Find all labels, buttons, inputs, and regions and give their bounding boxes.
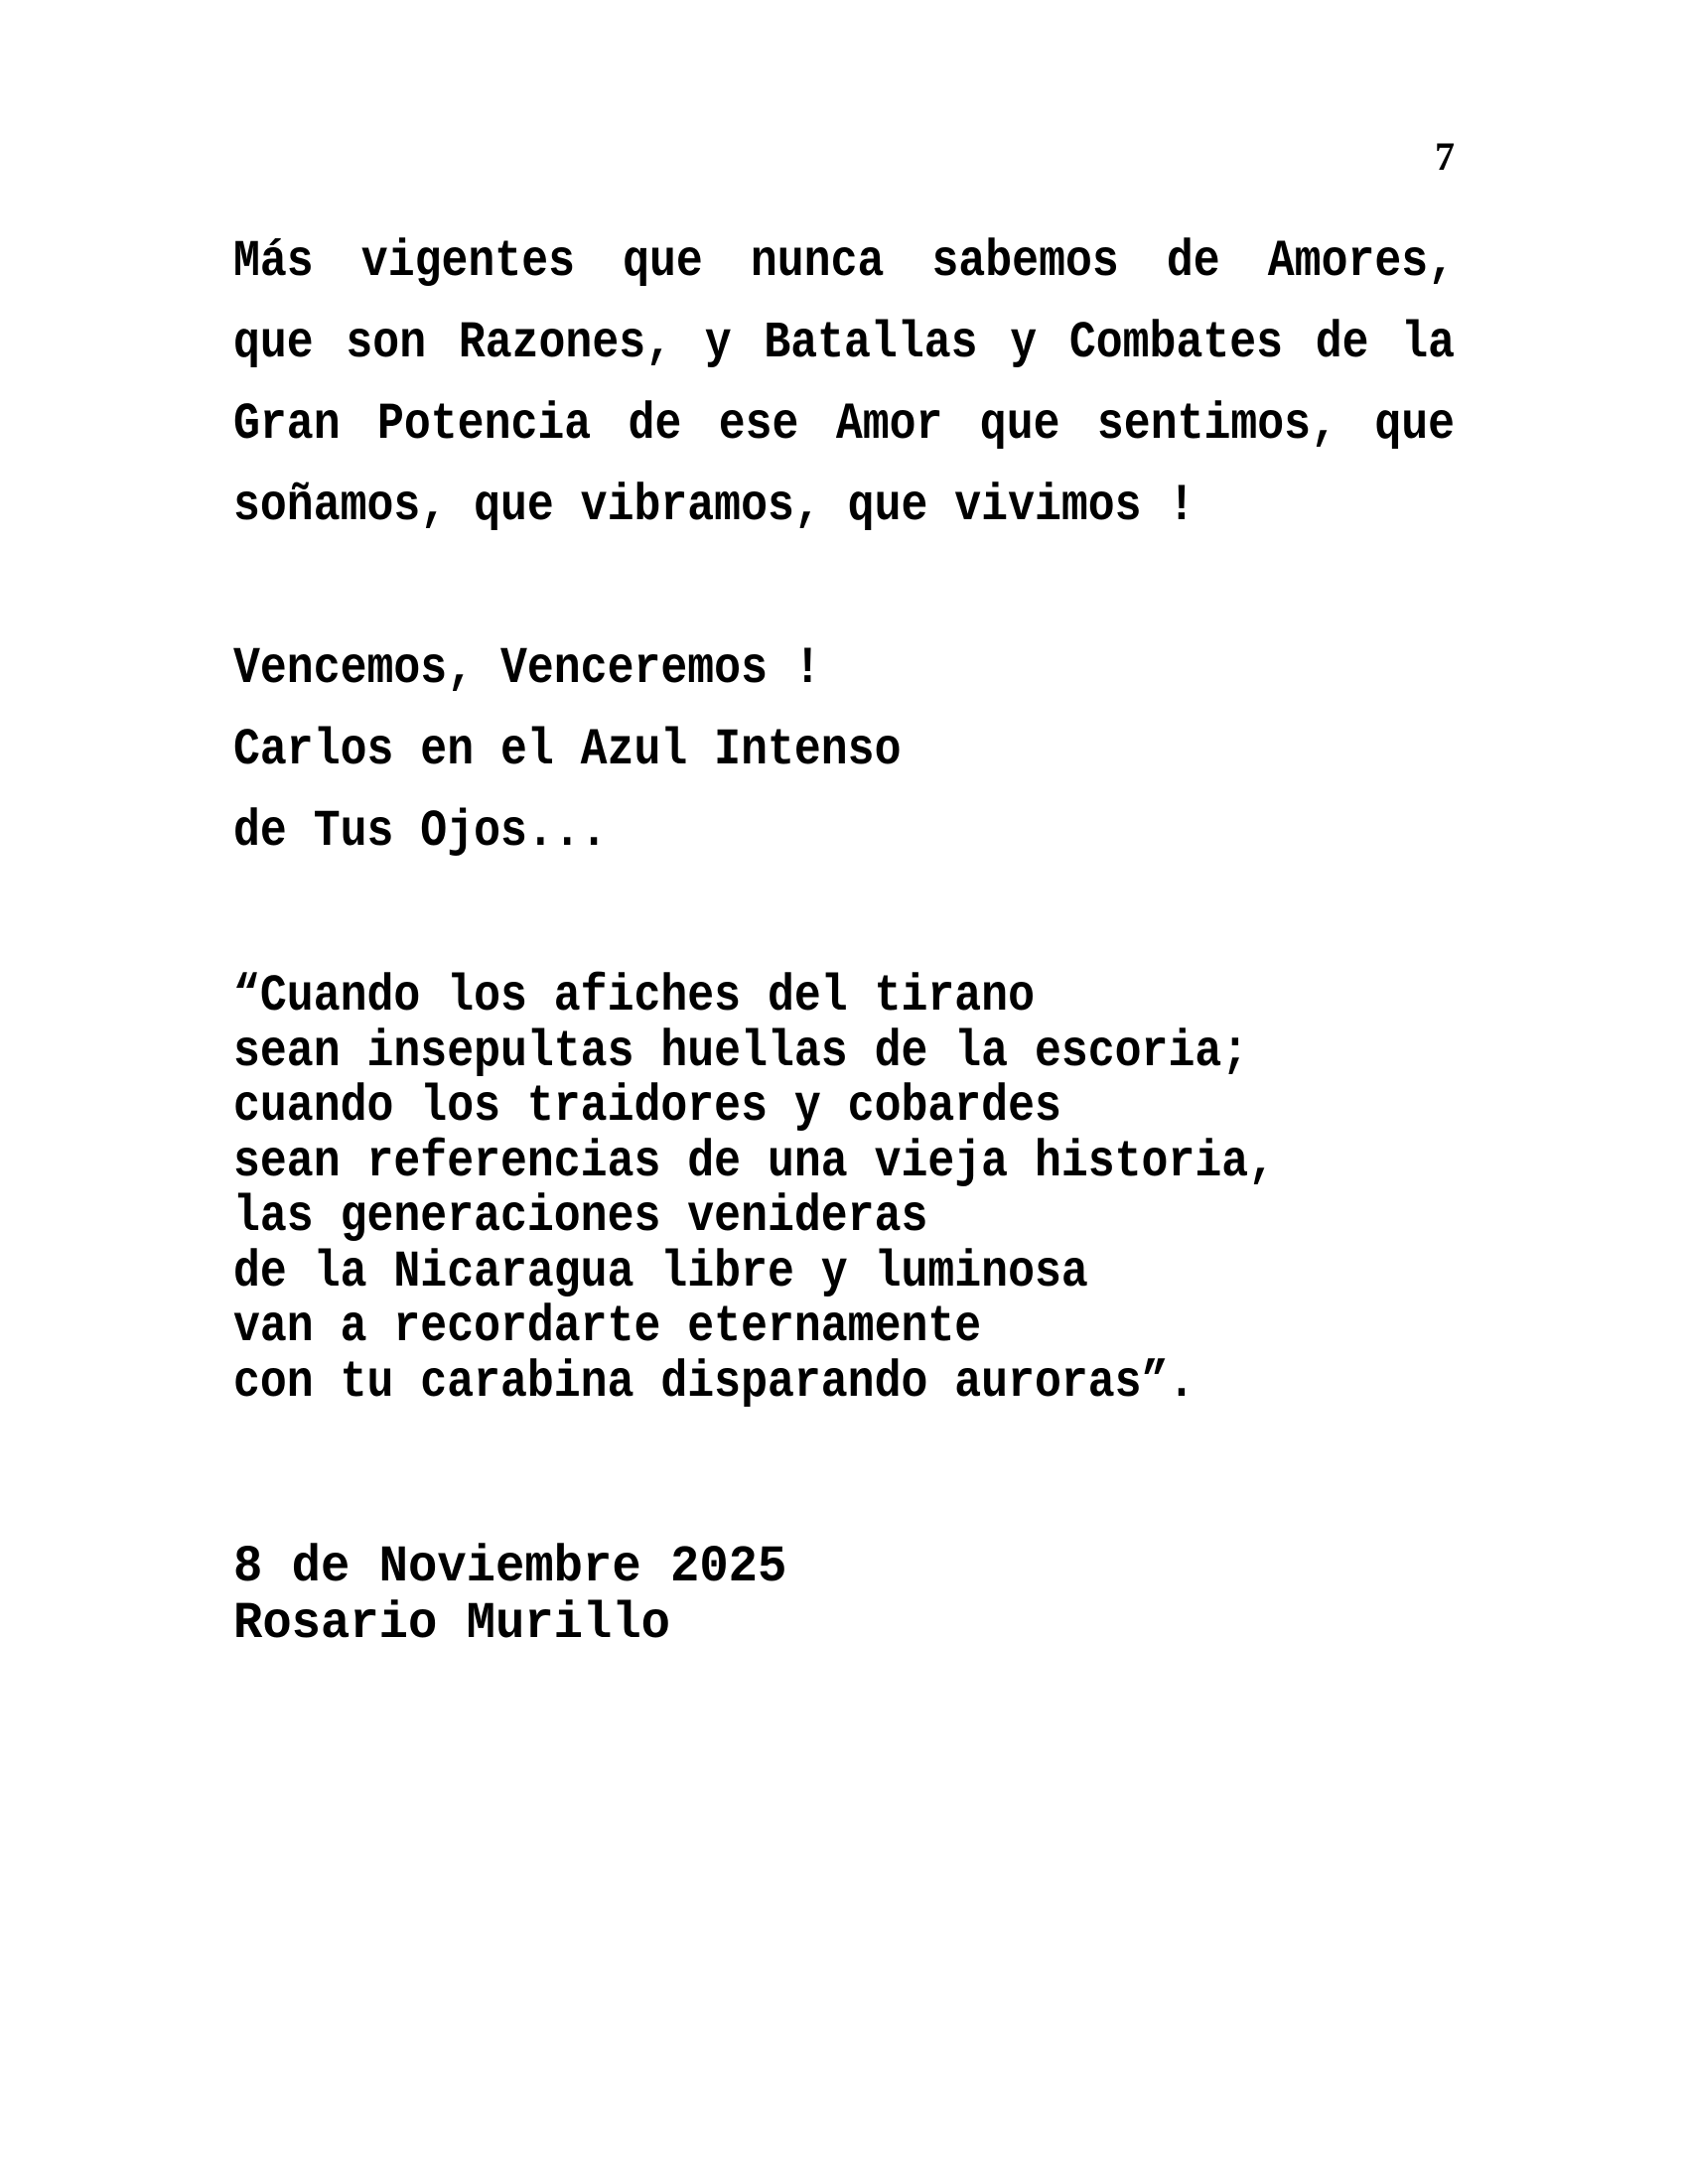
- quoted-poem: [233, 969, 1455, 1410]
- date-line: 8 de Noviembre 2025: [233, 1538, 787, 1596]
- poem-line: “Cuando los afiches del tirano: [233, 967, 1035, 1025]
- poem-line: de la Nicaragua libre y luminosa: [233, 1242, 1088, 1301]
- signature-block: [233, 1540, 1167, 1652]
- poem-line: van a recordarte eternamente: [233, 1297, 982, 1356]
- opening-paragraph: [233, 221, 1455, 547]
- stanza-line: de Tus Ojos...: [233, 802, 608, 861]
- author-line: Rosario Murillo: [233, 1593, 670, 1653]
- paragraph-line: soñamos, que vibramos, que vivimos !: [233, 477, 1196, 535]
- poem-line: las generaciones venideras: [233, 1187, 928, 1246]
- victory-stanza: [233, 628, 1455, 873]
- paragraph-line: que son Razones, y Batallas y Combates de la: [233, 314, 1456, 372]
- stanza-line: Vencemos, Venceremos !: [233, 639, 821, 698]
- paragraph-line: Gran Potencia de ese Amor que sentimos, que: [233, 395, 1456, 454]
- poem-line: cuando los traidores y cobardes: [233, 1077, 1061, 1136]
- poem-line: con tu carabina disparando auroras”.: [233, 1352, 1196, 1412]
- poem-line: sean insepultas huellas de la escoria;: [233, 1022, 1249, 1081]
- paragraph-line: Más vigentes que nunca sabemos de Amores,: [233, 232, 1456, 291]
- stanza-line: Carlos en el Azul Intenso: [233, 721, 902, 779]
- poem-line: sean referencias de una vieja historia,: [233, 1132, 1276, 1191]
- page-number: 7: [1435, 134, 1455, 179]
